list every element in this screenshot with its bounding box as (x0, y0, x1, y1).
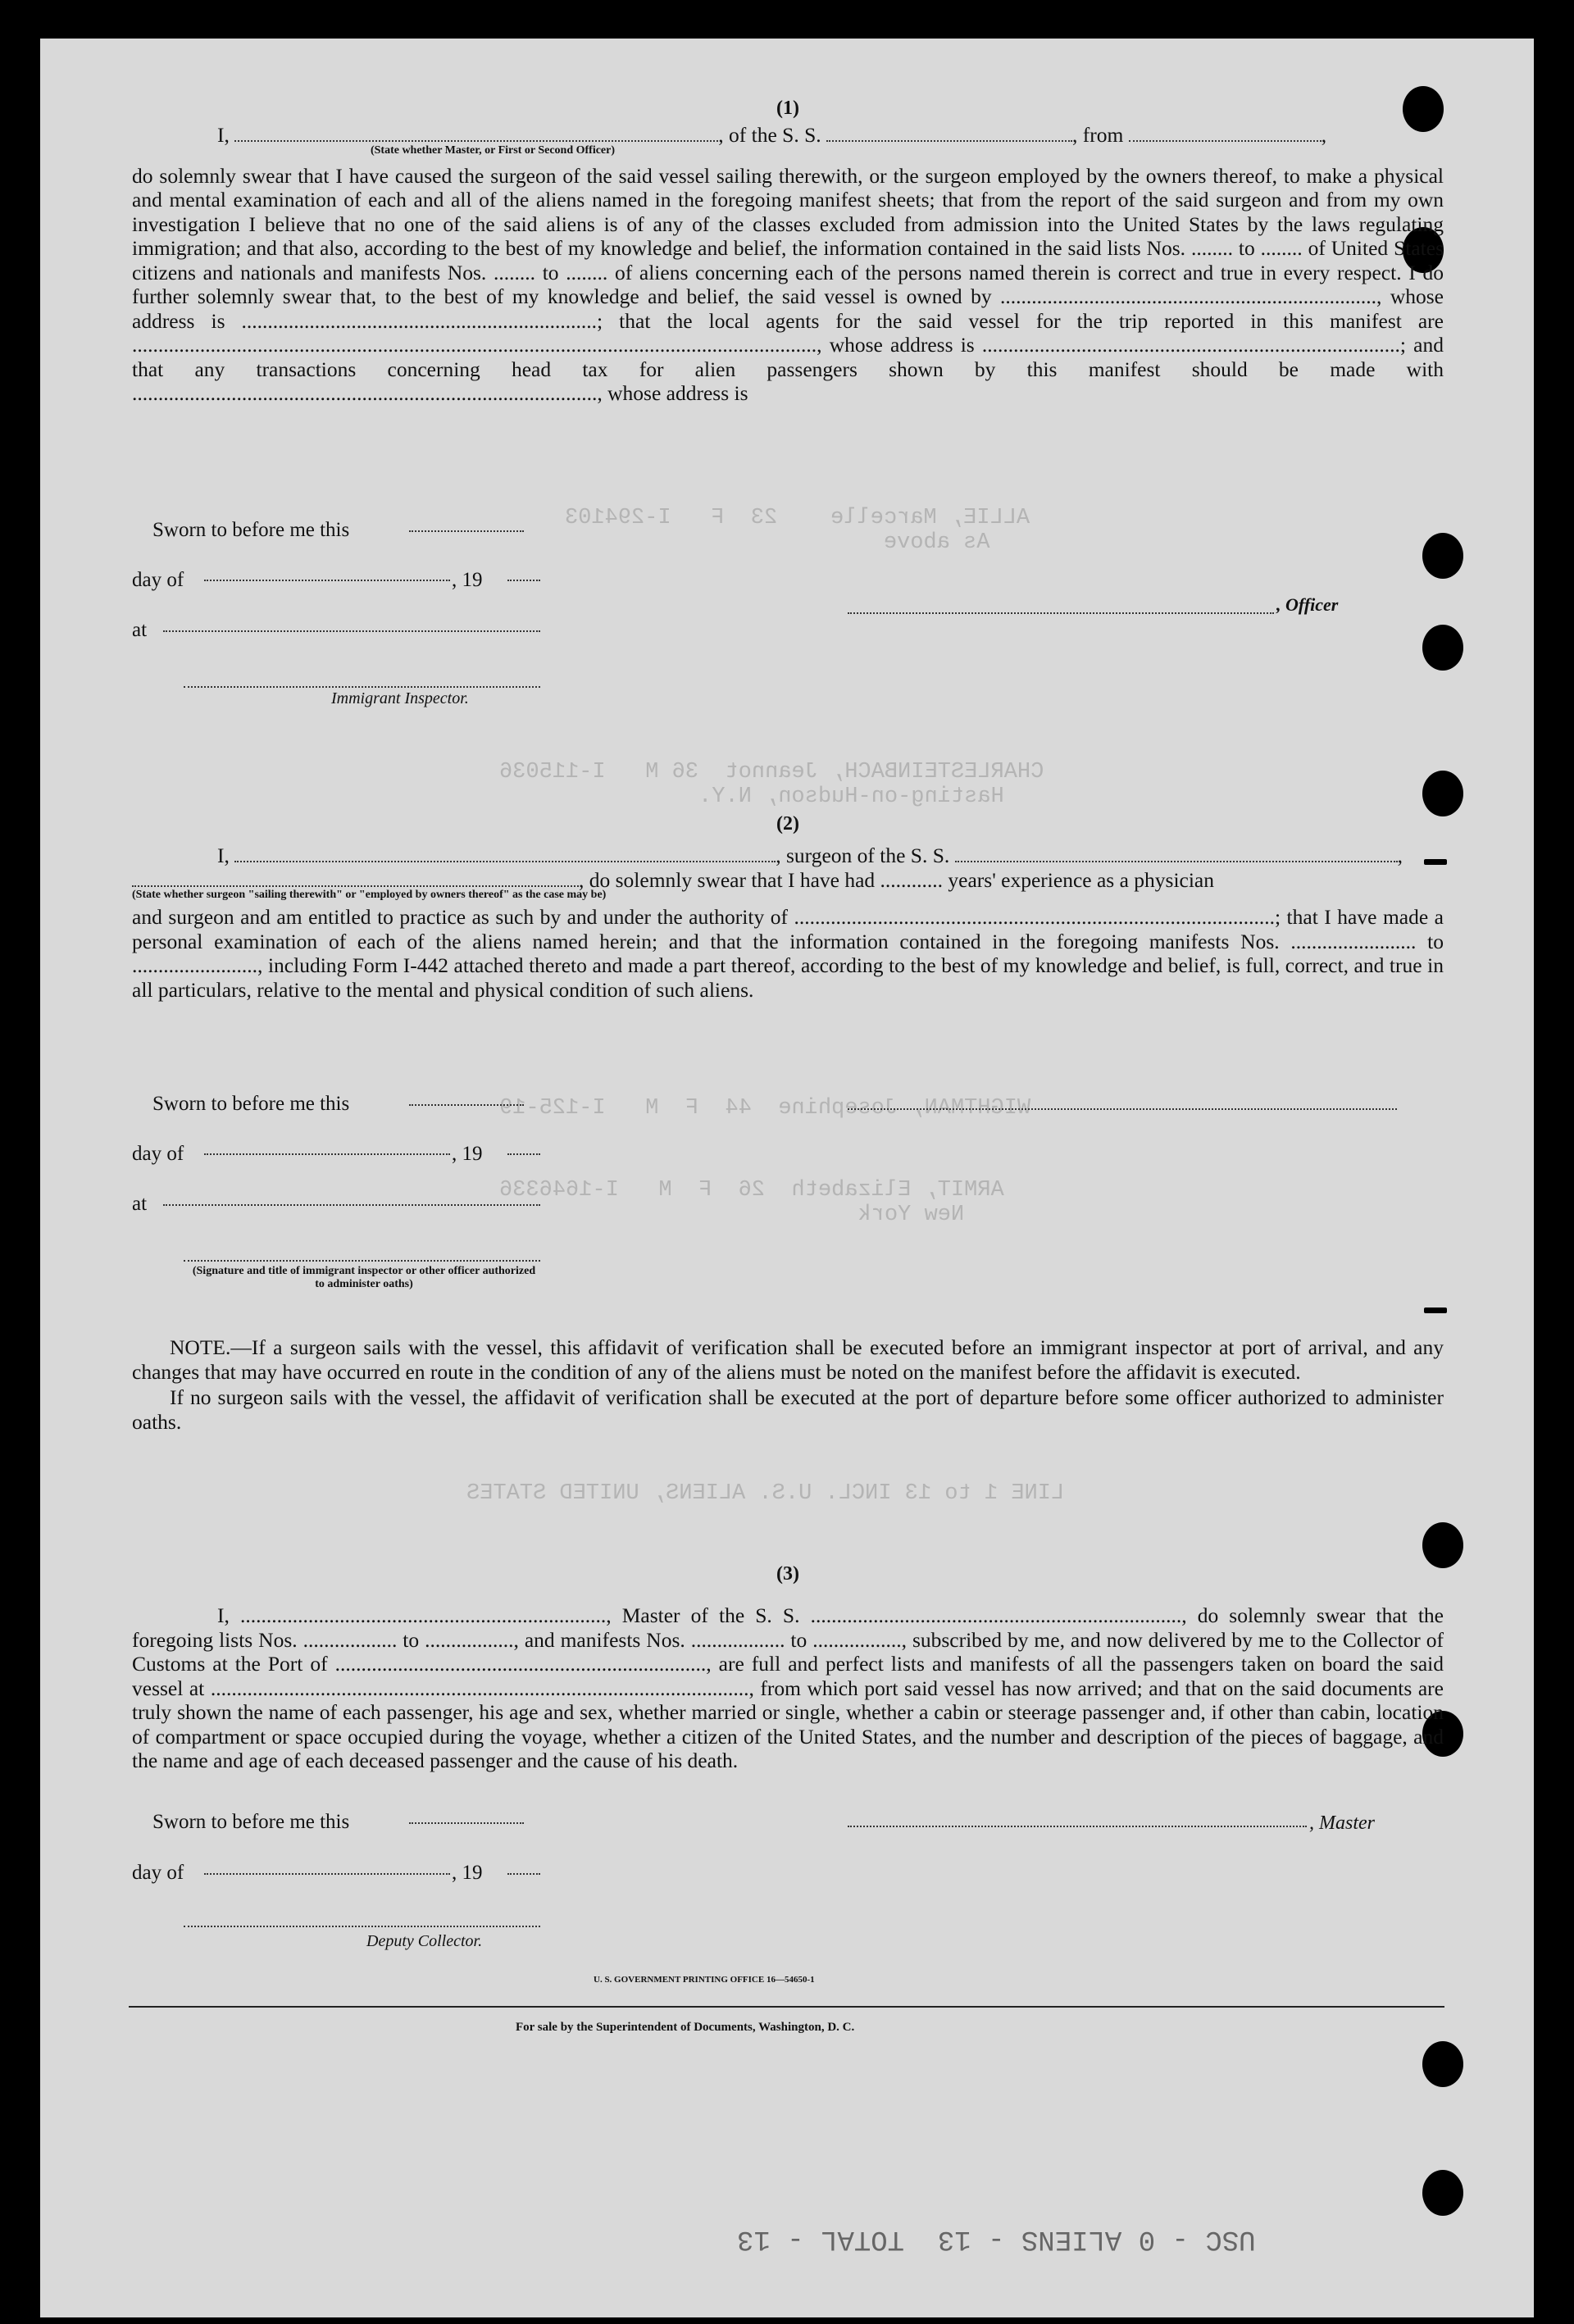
month-field[interactable] (204, 1873, 450, 1875)
punch-hole (1422, 2041, 1463, 2087)
month-field[interactable] (204, 580, 450, 581)
year-label: , 19 (452, 569, 483, 591)
punch-hole (1422, 533, 1463, 579)
master-oath-body: I, ......................................................................, Master of the S. S. ......................................................................., do solemnly swear that the foregoing lists Nos. .................. to ................., and manifests Nos. .................. to ................., subscribed by me, and now delivered by me to the Collector of Customs at the Port of ......................................................................., are full and perfect lists and manifests of all the passengers taken on board the said vessel at ......................................................................................................., from which port said vessel has now arrived; and that on the said documents are truly shown the name of each passenger, his age and sex, whether married or single, whether a cabin or steerage passenger and, if other than cabin, location of compartment or space occupied during the voyage, whether a citizen of the United States, and the number and description of the pieces of baggage, and the name and age of each deceased passenger and the cause of his death. (132, 1603, 1444, 1772)
affidavit-section-2 (132, 813, 1444, 1002)
punch-hole (1422, 625, 1463, 671)
printer-line: U. S. GOVERNMENT PRINTING OFFICE 16—54650-1 (594, 1975, 815, 1985)
year-field[interactable] (507, 580, 540, 581)
text: I, (217, 844, 230, 867)
sworn-label: Sworn to before me this (152, 1093, 350, 1115)
note-paragraph-1: NOTE.—If a surgeon sails with the vessel, this affidavit of verification shall be executed before an immigrant inspector at port of arrival, and any changes that may have occurred en route in the condition of any of the aliens must be noted on the manifest before the affidavit is executed. (132, 1335, 1444, 1384)
affidavit-section-3 (132, 1563, 1444, 1773)
inspector-caption: Immigrant Inspector. (331, 689, 469, 707)
show-through-text: ALLIE, Marcelle 23 F I-294103 As above (565, 506, 1030, 555)
punch-hole (1422, 2170, 1463, 2216)
affidavit-section-1 (132, 98, 1444, 406)
year-label: , 19 (452, 1862, 483, 1884)
text: , from (1072, 123, 1124, 147)
sworn-label: Sworn to before me this (152, 1811, 350, 1833)
officer-name-field[interactable] (234, 124, 718, 142)
month-field[interactable] (204, 1153, 450, 1155)
text: , do solemnly swear that I have had ............ years' experience as a physician (579, 867, 1214, 892)
deputy-caption: Deputy Collector. (366, 1932, 483, 1950)
note-paragraph-2: If no surgeon sails with the vessel, the affidavit of verification shall be executed at the port of departure before some officer authorized to administer oaths. (132, 1385, 1444, 1434)
officer-signature-line[interactable] (848, 612, 1274, 614)
surgeon-oath-line: I, , surgeon of the S. S. , (217, 844, 1403, 867)
year-field[interactable] (507, 1873, 540, 1875)
sworn-date-field[interactable] (409, 1822, 524, 1824)
day-of-label: day of (132, 1143, 184, 1165)
surgeon-signature-line[interactable] (848, 1108, 1397, 1110)
margin-mark (1424, 1308, 1447, 1313)
day-of-label: day of (132, 1862, 184, 1884)
field-note: (State whether Master, or First or Second Officer) (370, 143, 616, 157)
section-number: (2) (776, 813, 799, 835)
at-label: at (132, 1193, 148, 1215)
port-from-field[interactable] (1129, 124, 1322, 142)
section-number: (1) (776, 98, 799, 119)
vessel-name-field[interactable] (826, 124, 1072, 142)
place-field[interactable] (163, 630, 540, 632)
field-note: (State whether surgeon "sailing therewith" or "employed by owners thereof" as the case may be) (132, 889, 607, 901)
sworn-date-field[interactable] (409, 1104, 524, 1106)
day-of-label: day of (132, 569, 184, 591)
oath-body: do solemnly swear that I have caused the surgeon of the said vessel sailing therewith, or the surgeon employed by the owners thereof, to make a physical and mental examination of each and all of the aliens named in the foregoing manifest sheets; that from the report of the said surgeon and from my own investigation I believe that no one of the said aliens is of any of the classes excluded from admission into the United States by the laws regulating immigration; and that also, according to the best of my knowledge and belief, the information contained in the said lists Nos. ........ to ........ of United States citizens and nationals and manifests Nos. ........ to ........ of aliens concerning each of the persons named therein is correct and true in every respect. I do further solemnly swear that, to the best of my knowledge and belief, the said vessel is owned by ........................................................................, whose address is ....................................................................; that the local agents for the said vessel for the trip reported in this manifest are ..................................................................................................................................., whose address is ................................................................................; and that any transactions concerning head tax for alien passengers shown by this manifest should be made with ........................................................................................., whose address is (132, 163, 1444, 405)
place-field[interactable] (163, 1204, 540, 1206)
officer-caption: , Officer (1276, 594, 1339, 615)
text: , of the S. S. (718, 123, 821, 147)
surgeon-vessel-field[interactable] (955, 844, 1398, 862)
sworn-label: Sworn to before me this (152, 519, 350, 541)
surgeon-name-field[interactable] (234, 844, 776, 862)
show-through-text: ARMIT, Elizabeth 26 F M I-1646336 New York (499, 1178, 1004, 1227)
sworn-date-field[interactable] (409, 530, 524, 532)
document-page (40, 39, 1534, 2317)
show-through-text: WIGHTMAN, Josephine 44 F M I-125-19 (499, 1096, 1031, 1121)
divider (129, 2006, 1444, 2008)
surgeon-type-field[interactable] (132, 869, 579, 887)
master-signature-line[interactable] (848, 1826, 1307, 1827)
show-through-text: LINE 1 to 13 INCL. U.S. ALIENS, UNITED STATES (466, 1481, 1065, 1506)
show-through-text: CHARLESTEINBACH, Jeannot 36 M I-115036 Hasting-on-Hudson, N.Y. (499, 760, 1044, 809)
surgeon-body: and surgeon and am entitled to practice as such by and under the authority of ............................................................................................; that I have made a personal examination of each of the aliens named herein; and that the information contained in the foregoing manifests Nos. ........................ to ........................, including Form I-442 attached thereto and made a part thereof, according to the best of my knowledge and belief, is full, correct, and true in all particulars, relative to the mental and physical condition of such aliens. (132, 905, 1444, 1002)
deputy-signature-line[interactable] (184, 1926, 540, 1927)
officer-oath-line: I, , of the S. S. , from , (217, 123, 1327, 147)
at-label: at (132, 619, 148, 641)
text: , surgeon of the S. S. (776, 844, 950, 867)
note-block (132, 1335, 1444, 1434)
master-caption: , Master (1309, 1812, 1375, 1834)
signature-caption: (Signature and title of immigrant inspector or other officer authorized to administer oaths) (192, 1265, 536, 1290)
year-field[interactable] (507, 1153, 540, 1155)
text: I, (217, 123, 230, 147)
section-number: (3) (776, 1563, 799, 1585)
punch-hole (1422, 1522, 1463, 1568)
inspector-signature-line[interactable] (184, 1260, 540, 1262)
year-label: , 19 (452, 1143, 483, 1165)
inverted-total-stamp: USC - 0 ALIENS - 13 TOTAL - 13 (737, 2223, 1256, 2254)
sale-notice: For sale by the Superintendent of Documents, Washington, D. C. (516, 2021, 855, 2034)
punch-hole (1422, 771, 1463, 816)
inspector-signature-line[interactable] (184, 686, 540, 688)
